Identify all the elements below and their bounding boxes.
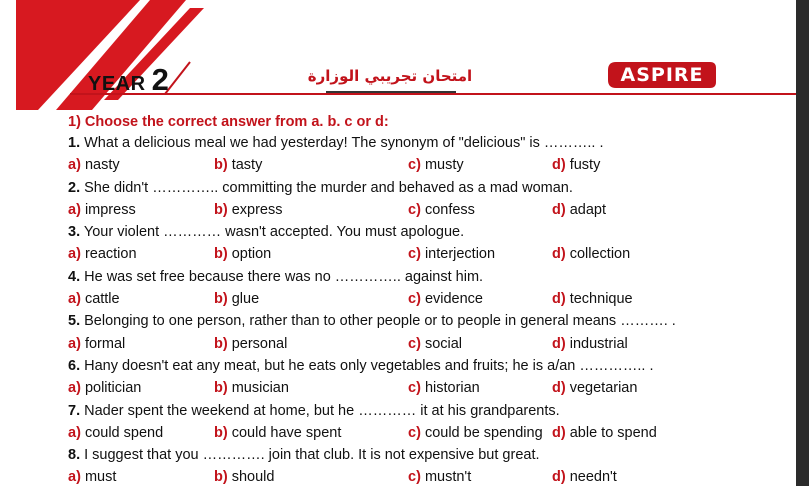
option-b[interactable] xyxy=(214,333,287,355)
question-8 xyxy=(68,444,788,486)
option-text: option xyxy=(231,246,272,263)
question-3 xyxy=(68,221,788,266)
option-text: able to spend xyxy=(569,424,657,441)
option-c[interactable] xyxy=(408,377,480,399)
option-a[interactable] xyxy=(68,243,137,265)
option-letter: a) xyxy=(68,335,81,352)
option-letter: d) xyxy=(552,157,566,174)
option-letter: d) xyxy=(552,291,566,308)
option-letter: d) xyxy=(552,335,566,352)
options-row xyxy=(68,288,788,310)
question-number: 4. xyxy=(68,268,81,285)
options-row xyxy=(68,199,788,221)
option-c[interactable] xyxy=(408,466,471,486)
option-letter: a) xyxy=(68,380,81,397)
option-c[interactable] xyxy=(408,243,495,265)
option-text: could be spending xyxy=(424,424,543,441)
option-letter: c) xyxy=(408,246,421,263)
option-letter: c) xyxy=(408,335,421,352)
option-letter: b) xyxy=(214,380,228,397)
year-number: 2 xyxy=(151,62,169,97)
option-letter: c) xyxy=(408,469,421,486)
option-c[interactable] xyxy=(408,199,475,221)
question-number: 2. xyxy=(68,179,81,196)
option-c[interactable] xyxy=(408,422,543,444)
option-a[interactable] xyxy=(68,377,141,399)
option-text: collection xyxy=(569,246,631,263)
option-letter: b) xyxy=(214,157,228,174)
question-6 xyxy=(68,355,788,400)
question-stem xyxy=(68,310,788,332)
option-letter: c) xyxy=(408,201,421,218)
question-4 xyxy=(68,266,788,311)
option-text: vegetarian xyxy=(569,380,638,397)
question-stem xyxy=(68,444,788,466)
option-d[interactable] xyxy=(552,422,657,444)
option-letter: d) xyxy=(552,380,566,397)
option-a[interactable] xyxy=(68,288,120,310)
option-text: express xyxy=(231,201,283,218)
option-text: needn't xyxy=(569,469,617,486)
option-letter: d) xyxy=(552,424,566,441)
option-text: tasty xyxy=(231,157,263,174)
options-row xyxy=(68,377,788,399)
question-number: 6. xyxy=(68,357,81,374)
question-text: I suggest that you …………. join that club. It is not expensive but great. xyxy=(84,447,540,464)
options-row xyxy=(68,243,788,265)
option-b[interactable] xyxy=(214,422,341,444)
section-title: 1) Choose the correct answer from a. b. c or d: xyxy=(68,114,389,130)
option-letter: a) xyxy=(68,157,81,174)
exam-title-arabic: امتحان تجريبي الوزارة xyxy=(307,67,473,85)
title-underline xyxy=(326,91,456,93)
option-letter: c) xyxy=(408,157,421,174)
option-letter: c) xyxy=(408,291,421,308)
question-number: 1. xyxy=(68,135,81,151)
option-text: fusty xyxy=(569,157,601,174)
option-letter: a) xyxy=(68,291,81,308)
question-stem xyxy=(68,400,788,422)
option-letter: a) xyxy=(68,469,81,486)
options-row xyxy=(68,333,788,355)
question-2 xyxy=(68,177,788,222)
option-d[interactable] xyxy=(552,377,637,399)
option-text: personal xyxy=(231,335,288,352)
option-text: adapt xyxy=(569,201,607,218)
option-a[interactable] xyxy=(68,422,163,444)
question-1 xyxy=(68,132,788,177)
option-b[interactable] xyxy=(214,377,289,399)
option-text: mustn't xyxy=(424,469,472,486)
question-number: 8. xyxy=(68,447,81,464)
option-d[interactable] xyxy=(552,243,630,265)
question-text: She didn't ………….. committing the murder and behaved as a mad woman. xyxy=(84,179,573,196)
option-a[interactable] xyxy=(68,333,125,355)
option-b[interactable] xyxy=(214,199,283,221)
options-row xyxy=(68,422,788,444)
option-d[interactable] xyxy=(552,466,617,486)
option-a[interactable] xyxy=(68,154,120,176)
question-text: Hany doesn't eat any meat, but he eats only vegetables and fruits; he is a/an ………….. . xyxy=(84,357,654,374)
option-c[interactable] xyxy=(408,288,483,310)
option-letter: d) xyxy=(552,469,566,486)
option-letter: b) xyxy=(214,201,228,218)
options-row xyxy=(68,466,788,486)
option-text: interjection xyxy=(424,246,496,263)
option-text: reaction xyxy=(84,246,137,263)
option-letter: a) xyxy=(68,201,81,218)
option-text: cattle xyxy=(84,291,120,308)
question-text: Belonging to one person, rather than to other people or to people in general means ………. . xyxy=(84,313,676,330)
option-d[interactable] xyxy=(552,199,606,221)
question-5 xyxy=(68,310,788,355)
option-b[interactable] xyxy=(214,466,274,486)
option-letter: b) xyxy=(214,424,228,441)
option-d[interactable] xyxy=(552,288,633,310)
option-a[interactable] xyxy=(68,466,116,486)
question-7 xyxy=(68,400,788,445)
year-label xyxy=(88,62,169,98)
option-text: could have spent xyxy=(231,424,342,441)
question-stem xyxy=(68,177,788,199)
option-text: should xyxy=(231,469,275,486)
year-word: YEAR xyxy=(88,73,146,95)
option-letter: b) xyxy=(214,469,228,486)
option-b[interactable] xyxy=(214,154,262,176)
option-text: formal xyxy=(84,335,126,352)
option-a[interactable] xyxy=(68,199,136,221)
option-c[interactable] xyxy=(408,333,462,355)
option-text: glue xyxy=(231,291,260,308)
option-letter: b) xyxy=(214,291,228,308)
option-text: confess xyxy=(424,201,475,218)
option-letter: a) xyxy=(68,246,81,263)
option-d[interactable] xyxy=(552,333,628,355)
option-text: impress xyxy=(84,201,136,218)
option-text: evidence xyxy=(424,291,483,308)
viewer-scrollbar-gutter[interactable] xyxy=(796,0,809,486)
option-letter: b) xyxy=(214,246,228,263)
logo-text: ASPIRE xyxy=(620,64,704,86)
option-letter: d) xyxy=(552,201,566,218)
option-b[interactable] xyxy=(214,243,271,265)
question-stem xyxy=(68,221,788,243)
option-text: industrial xyxy=(569,335,628,352)
option-text: could spend xyxy=(84,424,164,441)
option-text: politician xyxy=(84,380,142,397)
aspire-logo xyxy=(606,60,718,90)
exam-content xyxy=(68,112,788,486)
question-text: What a delicious meal we had yesterday! The synonym of "delicious" is ……….. . xyxy=(84,135,604,151)
question-number: 7. xyxy=(68,402,81,419)
question-number: 3. xyxy=(68,224,81,241)
option-letter: b) xyxy=(214,335,228,352)
question-text: He was set free because there was no ………….. against him. xyxy=(84,268,484,285)
option-text: social xyxy=(424,335,463,352)
option-text: musty xyxy=(424,157,464,174)
option-text: historian xyxy=(424,380,480,397)
option-letter: a) xyxy=(68,424,81,441)
question-stem xyxy=(68,266,788,288)
option-b[interactable] xyxy=(214,288,259,310)
options-row xyxy=(68,154,788,176)
option-letter: d) xyxy=(552,246,566,263)
question-text: Your violent ………… wasn't accepted. You must apologue. xyxy=(83,224,465,241)
option-text: nasty xyxy=(84,157,120,174)
option-c[interactable] xyxy=(408,154,464,176)
question-stem xyxy=(68,132,788,154)
question-number: 5. xyxy=(68,313,81,330)
option-letter: c) xyxy=(408,380,421,397)
question-text: Nader spent the weekend at home, but he ………… it at his grandparents. xyxy=(84,402,560,419)
option-text: technique xyxy=(569,291,633,308)
question-stem xyxy=(68,355,788,377)
option-text: must xyxy=(84,469,117,486)
option-letter: c) xyxy=(408,424,421,441)
option-text: musician xyxy=(231,380,289,397)
option-d[interactable] xyxy=(552,154,600,176)
